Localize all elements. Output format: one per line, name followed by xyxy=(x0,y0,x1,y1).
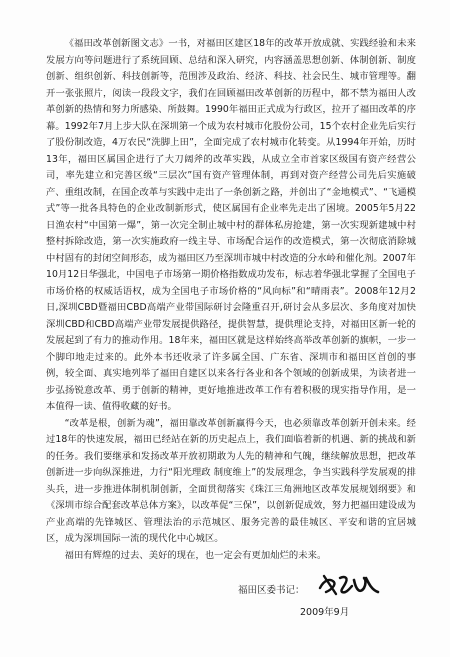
paragraph-3: 福田有辉煌的过去、美好的现在，也一定会有更加灿烂的未来。 xyxy=(64,549,327,561)
paragraph-1: 《福田改革创新图文志》一书，对福田区建区18年的改革开放成就、实践经验和未来发展方向等问题进行了系统回顾、总结和深入研究，内容涵盖思想创新、体制创新、制度创新、组织创新、科技创新等，范围涉及政治、经济、科技、社会民生、城市管理等。翻开一张张照片，阅读一段段文字，我们在回顾福田改革创新的历程中，都不禁为福田人改革创新的热情和努力所感染、所鼓舞。1990年福田正式成为行政区，拉开了福田改革的序幕。1992年7月上步大队在深圳第一个成为农村城市化股份公司，15个农村企业先后实行了股份制改造，4万农民“洗脚上田”，全面完成了农村城市化转变。从1994年开始，历时13年，福田区属国企进行了大刀阔斧的改革实践，从成立全市首家区级国有资产经营公司，率先建立和完善区级“三层次”国有资产管理体制，再到对资产经营公司先后实施破产、重组改制，在国企改革与实践中走出了一条创新之路，并创出了“金地模式”、“飞通模式”等一批各具特色的企业改制新形式，使区属国有企业率先走出了困境。2005年5月22日渔农村“中国第一爆”，第一次完全制止城中村的群体私房抢建，第一次实现新建城中村整村拆除改造，第一次实施政府一线主导、市场配合运作的改造模式，第一次彻底消除城中村固有的封闭空间形态，成为福田区乃至深圳市城中村改造的分水岭和催化剂。2007年10月12日华强北，中国电子市场第一期价格指数成功发布，标志着华强北掌握了全国电子市场价格的权威话语权，成为全国电子市场价格的“风向标”和“晴雨表”。2008年12月2日,深圳CBD暨福田CBD高端产业带国际研讨会隆重召开,研讨会从多层次、多角度对加快深圳CBD和CBD高端产业带发展提供路径，提供智慧，提供理论支持，对福田区新一轮的发展起到了有力的推动作用。18年来，福田区就是这样始终高举改革创新的旗帜，一步一个脚印地走过来的。此外本书还收录了许多属全国、广东省、深圳市和福田区首创的事例，较全面、真实地列举了福田自建区以来各行各业和各个领域的创新成果，为读者进一步弘扬锐意改革、勇于创新的精神，更好地推进改革工作有着积极的现实指导作用，是一本值得一读、值得收藏的好书。 xyxy=(46,38,416,412)
signature-date: 2009年9月 xyxy=(300,607,350,618)
paragraph-2: “改革是根，创新为魂”，福田靠改革创新赢得今天，也必须靠改革创新开创未来。经过18年的快速发展，福田已经站在新的历史起点上，我们面临着新的机遇、新的挑战和新的任务。我们要继承和发扬改革开放初期敢为人先的精神和气魄，继续解放思想，把改革创新进一步向纵深推进，力行“阳光理政 制度维上”的发展理念，争当实践科学发展观的排头兵，进一步推进体制机制创新，全面贯彻落实《珠江三角洲地区改革发展规划纲要》和《深圳市综合配套改革总体方案》，以改革促“三保”，以创新促成效，努力把福田建设成为产业高端的先锋城区、管理法治的示范城区、服务完善的最佳城区、平安和谐的宜居城区，成为深圳国际一流的现代化中心城区。 xyxy=(46,417,416,544)
foreword-body xyxy=(46,36,416,564)
signature-label: 福田区委书记： xyxy=(238,585,305,596)
signature-block xyxy=(0,578,450,638)
handwritten-signature xyxy=(316,568,382,602)
